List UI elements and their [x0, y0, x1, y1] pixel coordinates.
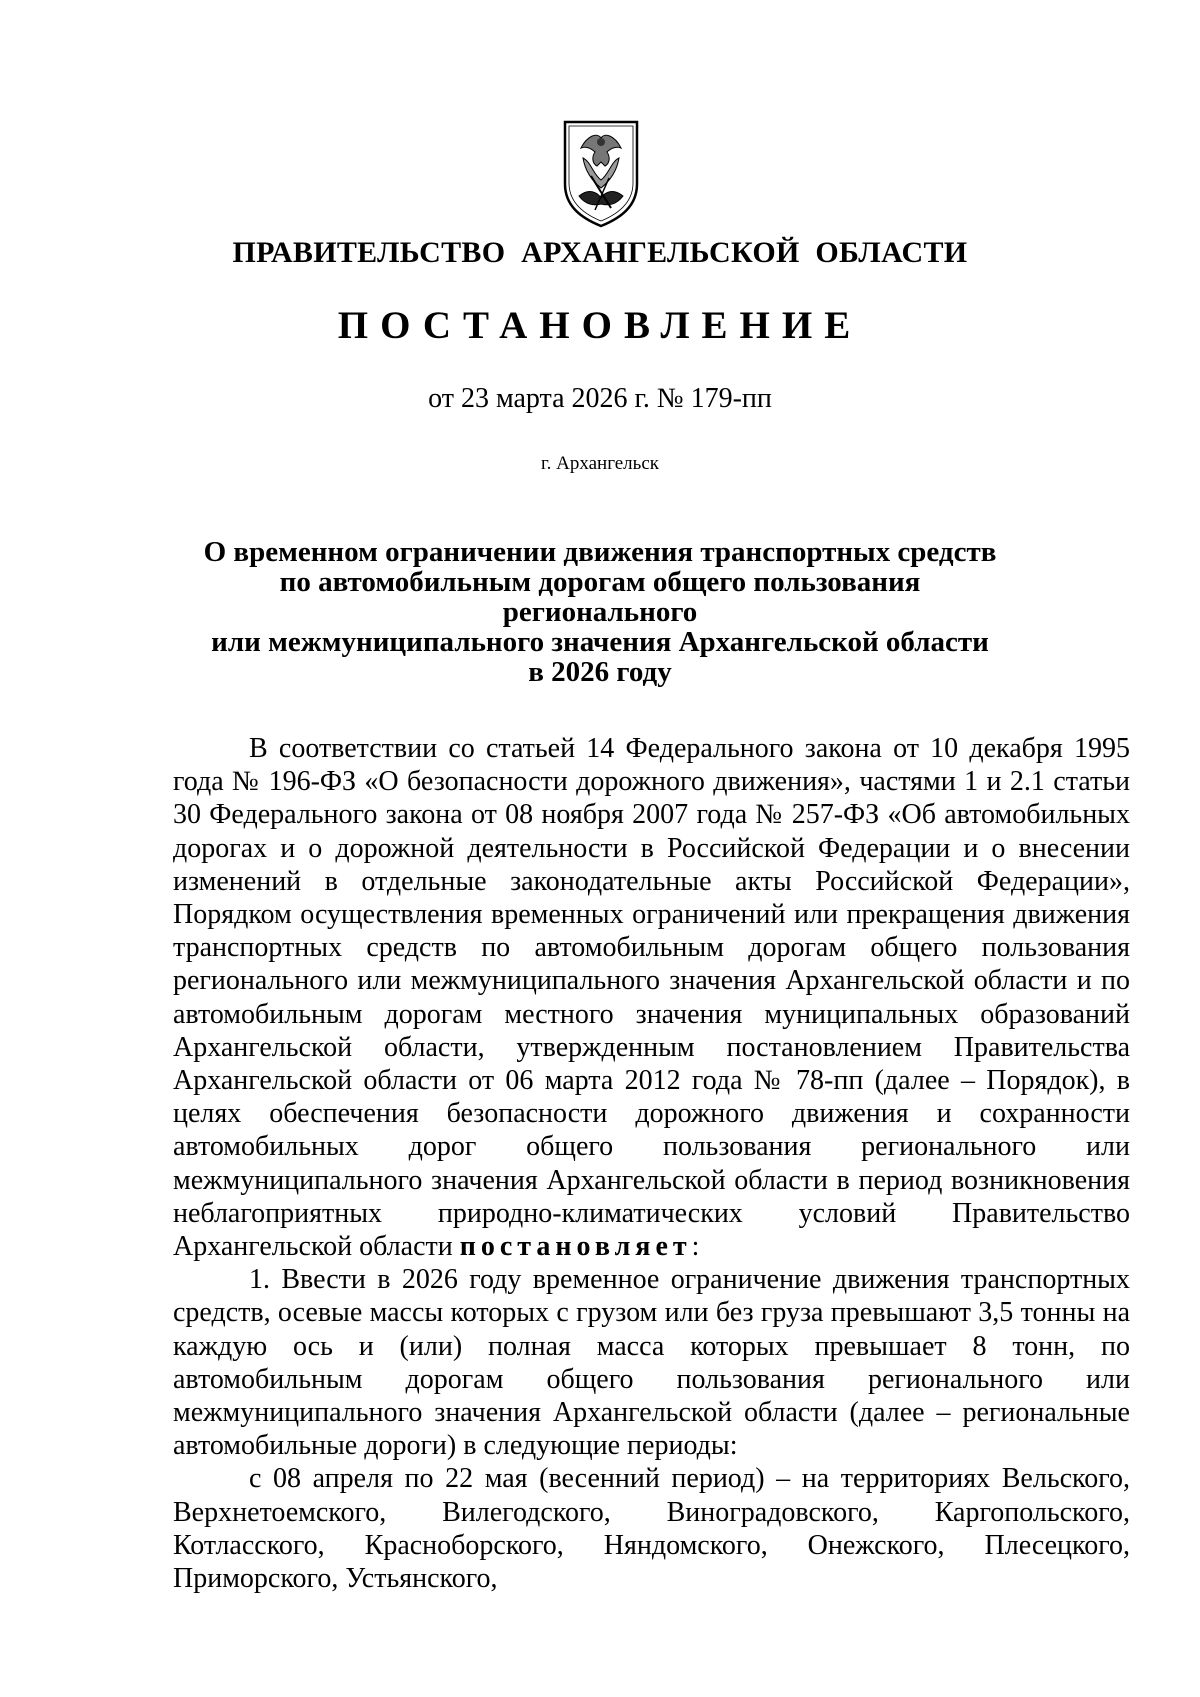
government-name: ПРАВИТЕЛЬСТВО АРХАНГЕЛЬСКОЙ ОБЛАСТИ — [232, 236, 968, 269]
document-city: г. Архангельск — [540, 453, 659, 474]
spring-period-paragraph: с 08 апреля по 22 мая (весенний период) – на территориях Вельского, Верхнетоемского, Вилегодского, Виноградовского, Каргопольского, Котласского, Красноборского, Няндомского, Онежского, Плесецкого, Приморского, Устьянского, — [173, 1463, 1130, 1595]
document-type-title: ПОСТАНОВЛЕНИЕ — [337, 304, 863, 347]
document-date-number: от 23 марта 2026 г. № 179-пп — [428, 383, 772, 414]
item-1-paragraph: 1. Ввести в 2026 году временное ограничение движения транспортных средств, осевые массы которых с грузом или без груза превышают 3,5 тонны на каждую ось и (или) полная масса которых превышает 8 тонн, по автомобильным дорогам общего пользования регионального или межмуниципального значения Архангельской области (далее – региональные автомобильные дороги) в следующие периоды: — [173, 1264, 1130, 1462]
document-body — [173, 732, 1130, 1595]
subject-line: в 2026 году — [528, 656, 672, 688]
decree-colon: : — [691, 1231, 700, 1263]
subject-line: или межмуниципального значения Архангельской области — [211, 626, 989, 658]
document-subject — [180, 537, 1020, 687]
coat-of-arms-icon — [561, 118, 641, 230]
preamble-paragraph — [173, 732, 1130, 1263]
decree-word: постановляет — [459, 1231, 692, 1263]
preamble-text: В соответствии со статьей 14 Федерального закона от 10 декабря 1995 года № 196-ФЗ «О безопасности дорожного движения», частями 1 и 2.1 статьи 30 Федерального закона от 08 ноября 2007 года № 257-ФЗ «Об автомобильных дорогах и о дорожной деятельности в Российской Федерации и о внесении изменений в отдельные законодательные акты Российской Федерации», Порядком осуществления временных ограничений или прекращения движения транспортных средств по автомобильным дорогам общего пользования регионального или межмуниципального значения Архангельской области и по автомобильным дорогам местного значения муниципальных образований Архангельской области, утвержденным постановлением Правительства Архангельской области от 06 марта 2012 года № 78-пп (далее – Порядок), в целях обеспечения безопасности дорожного движения и сохранности автомобильных дорог общего пользования регионального или межмуниципального значения Архангельской области в период возникновения неблагоприятных природно-климатических условий Правительство Архангельской области — [173, 733, 1130, 1263]
subject-line: О временном ограничении движения транспортных средств — [203, 536, 997, 568]
subject-line: по автомобильным дорогам общего пользования регионального — [279, 566, 921, 628]
